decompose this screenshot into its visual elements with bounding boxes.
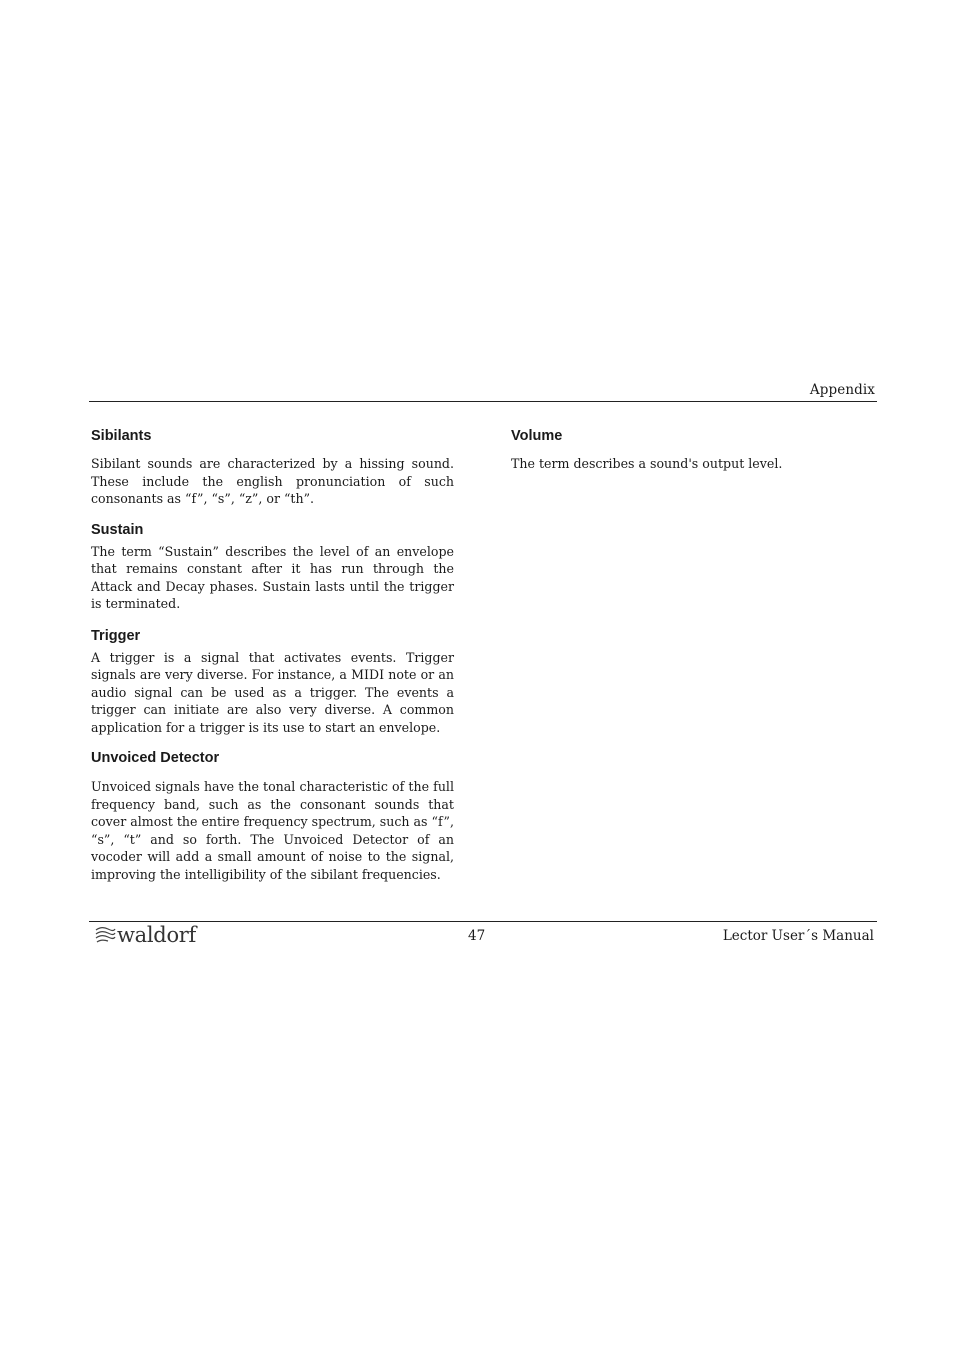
- entry-term: Unvoiced Detector: [91, 750, 220, 766]
- footer-rule: [89, 921, 877, 922]
- entry-definition: Sibilant sounds are characterized by a hissing sound. These include the english pronunciation of such consonants as “f”, “s”, “z”, or “th”.: [91, 456, 454, 506]
- manual-title: Lector User´s Manual: [722, 928, 874, 944]
- header-rule: [89, 401, 877, 402]
- entry-definition: The term describes a sound's output level.: [511, 456, 783, 471]
- entry-term: Sibilants: [91, 428, 152, 444]
- running-header: Appendix: [809, 382, 875, 398]
- logo-wordmark: waldorf: [117, 923, 197, 947]
- entry-definition: The term “Sustain” describes the level of an envelope that remains constant after it has run through the Attack and Decay phases. Sustain lasts until the trigger is terminated.: [91, 543, 454, 611]
- glossary-entry-trigger: [91, 627, 454, 737]
- entry-definition: Unvoiced signals have the tonal characteristic of the full frequency band, such as the consonant sounds that cover almost the entire frequency spectrum, such as “f”, “s”, “t” and so forth. The Unvoiced Detector of an vocoder will add a small amount of noise to the signal, improving the intelligibility of the sibilant frequencies.: [91, 779, 454, 882]
- entry-term: Trigger: [91, 627, 141, 644]
- glossary-entry-volume: [511, 427, 874, 473]
- page-number: 47: [468, 928, 486, 944]
- waldorf-wave-icon: [94, 925, 116, 945]
- glossary-right-column: [511, 427, 874, 473]
- glossary-entry-unvoiced-detector: [91, 749, 454, 883]
- glossary-entry-sustain: [91, 521, 454, 613]
- waldorf-logo: [94, 923, 196, 947]
- glossary-entry-sibilants: [91, 427, 454, 508]
- entry-term: Volume: [511, 428, 563, 444]
- glossary-left-column: [91, 427, 454, 883]
- entry-term: Sustain: [91, 521, 144, 538]
- entry-definition: A trigger is a signal that activates events. Trigger signals are very diverse. For instance, a MIDI note or an audio signal can be used as a trigger. The events a trigger can initiate are also very diverse. A common application for a trigger is its use to start an envelope.: [91, 649, 454, 735]
